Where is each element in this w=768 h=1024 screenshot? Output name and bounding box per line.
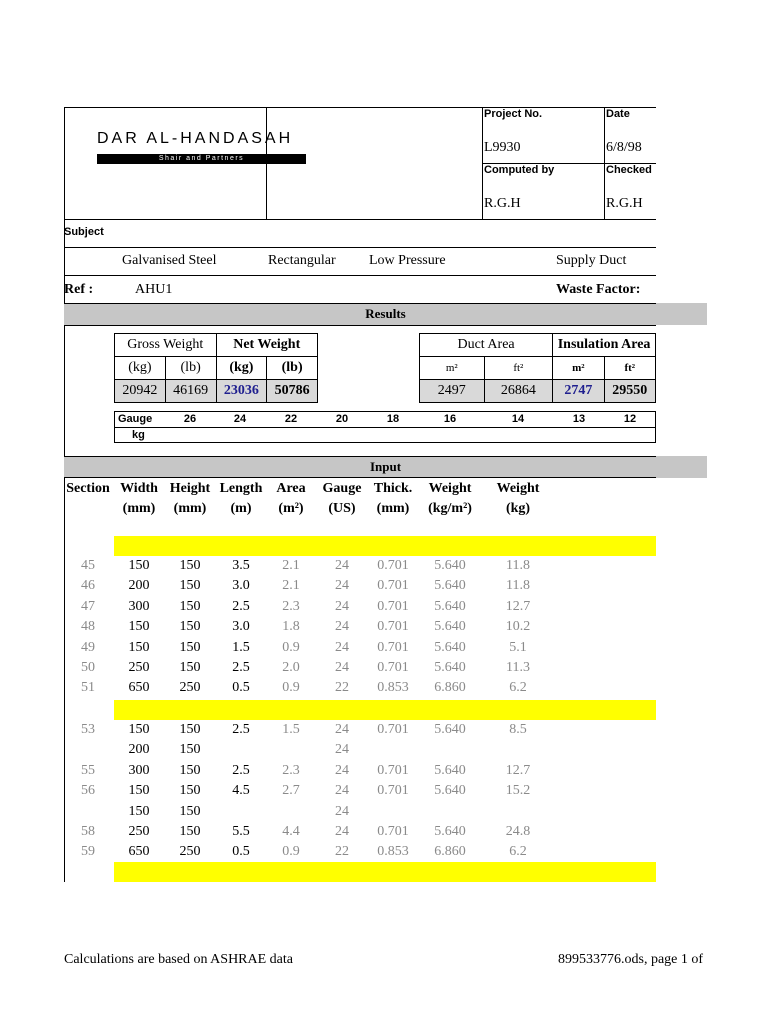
table-cell[interactable]: 0.853 [377,844,409,860]
project-no-label: Project No. [484,108,543,120]
gauge-value: 12 [623,413,637,425]
computed-by-value: R.G.H [484,196,521,211]
table-cell[interactable]: 150 [128,803,150,819]
table-cell[interactable]: 55 [81,762,95,778]
column-header-l1: Area [276,481,306,496]
table-cell[interactable]: 2.5 [232,598,250,614]
insulation-area-header: Insulation Area [553,334,656,357]
gauge-value: 14 [511,413,525,425]
table-cell[interactable]: 150 [179,803,201,819]
company-logo: DAR AL-HANDASAH [97,130,294,147]
shape-text: Rectangular [268,253,336,268]
table-cell[interactable]: 200 [128,578,150,594]
date-label: Date [606,108,630,120]
table-cell[interactable]: 22 [335,844,349,860]
table-cell[interactable]: 45 [81,558,95,573]
waste-factor-label: Waste Factor: [556,282,641,297]
gauge-value: 20 [335,413,349,425]
table-cell[interactable]: 5.640 [434,598,466,614]
table-cell[interactable]: 150 [179,598,201,614]
table-cell[interactable]: 150 [179,660,201,675]
table-cell[interactable]: 0.701 [377,558,409,573]
table-cell[interactable]: 53 [81,722,95,737]
subject-border [64,247,656,248]
table-cell[interactable]: 24 [335,598,349,614]
column-header-l1: Weight [428,481,472,496]
table-cell[interactable]: 5.640 [434,762,466,778]
table-cell[interactable]: 6.860 [434,844,466,860]
table-cell[interactable]: 24 [335,578,349,594]
table-cell[interactable]: 46 [81,578,95,594]
table-cell[interactable]: 150 [179,578,201,594]
table-row [64,576,664,596]
gauge-value: 22 [284,413,298,425]
table-cell[interactable]: 150 [179,558,201,573]
table-cell[interactable]: 150 [179,783,201,799]
results-band-border [64,303,656,304]
table-cell[interactable]: 5.1 [509,639,527,655]
table-cell[interactable]: 56 [81,783,95,799]
table-cell[interactable]: 5.640 [434,619,466,635]
table-cell[interactable]: 150 [128,783,150,799]
table-cell[interactable]: 650 [128,844,150,860]
gross-kg-unit: (kg) [115,357,166,380]
net-kg-value: 23036 [216,380,267,403]
table-cell[interactable]: 50 [81,660,95,675]
table-row [64,617,664,637]
table-cell[interactable]: 2.5 [232,660,250,675]
table-cell[interactable]: 0.9 [282,844,300,860]
gauge-table-divider [114,427,656,428]
ins-m2-value: 2747 [553,380,604,403]
input-band: Input [64,456,707,478]
table-cell[interactable]: 0.5 [232,844,250,860]
table-cell[interactable]: 0.701 [377,660,409,675]
table-cell[interactable]: 0.701 [377,619,409,635]
table-cell[interactable]: 58 [81,824,95,839]
table-cell[interactable]: 6.2 [509,680,527,696]
header-top-border [64,107,656,108]
project-no-value: L9930 [484,140,521,155]
table-cell[interactable]: 24 [335,824,349,839]
table-cell[interactable]: 0.701 [377,639,409,655]
gauge-value: 18 [386,413,400,425]
table-row [64,822,664,842]
ins-ft2-value: 29550 [604,380,655,403]
column-header-l2: (mm) [376,501,410,516]
footer-note: Calculations are based on ASHRAE data [64,952,294,967]
table-cell[interactable]: 10.2 [505,619,531,635]
table-cell[interactable]: 300 [128,762,150,778]
table-row [64,761,664,781]
table-row [64,781,664,801]
table-cell[interactable]: 5.640 [434,660,466,675]
subject-border [64,275,656,276]
table-row [64,740,664,760]
table-cell[interactable]: 24 [335,803,349,819]
duct-ft2-value: 26864 [484,380,553,403]
table-cell[interactable]: 24 [335,558,349,573]
gauge-value: 26 [183,413,197,425]
table-cell[interactable]: 24 [335,762,349,778]
table-cell[interactable]: 0.9 [282,639,300,655]
table-cell[interactable]: 0.853 [377,680,409,696]
column-header-l2: (kg) [505,501,531,516]
table-cell[interactable]: 5.640 [434,783,466,799]
column-header-l1: Height [169,481,211,496]
table-cell[interactable]: 0.5 [232,680,250,696]
gauge-value: 16 [443,413,457,425]
column-header-l2: (m²) [278,501,304,516]
table-cell[interactable]: 2.1 [282,558,300,573]
table-cell[interactable]: 2.0 [282,660,300,675]
table-cell[interactable]: 15.2 [505,783,531,799]
table-cell[interactable]: 0.9 [282,680,300,696]
table-cell[interactable]: 11.8 [506,578,530,594]
ins-m2-unit: m² [553,357,604,380]
table-cell[interactable]: 1.8 [282,619,300,635]
duct-m2-unit: m² [420,357,485,380]
table-cell[interactable]: 650 [128,680,150,696]
table-cell[interactable]: 3.0 [232,578,250,594]
duct-area-header: Duct Area [420,334,553,357]
duct-m2-value: 2497 [420,380,485,403]
gross-weight-header: Gross Weight [115,334,217,357]
table-row [64,658,664,678]
table-cell[interactable]: 5.5 [232,824,250,839]
ref-label: Ref : [64,282,94,297]
gauge-value: 13 [572,413,586,425]
table-cell[interactable]: 0.701 [377,783,409,799]
table-cell[interactable]: 24.8 [505,824,531,839]
footer-page-info: 899533776.ods, page 1 of [558,952,704,967]
table-row [64,597,664,617]
material-text: Galvanised Steel [122,253,217,268]
net-lb-value: 50786 [267,380,318,403]
gross-kg-value: 20942 [115,380,166,403]
column-header-l2: (mm) [173,501,207,516]
ref-value: AHU1 [135,282,173,297]
table-cell[interactable]: 4.5 [232,783,250,799]
computed-by-label: Computed by [484,164,555,176]
table-cell[interactable]: 24 [335,783,349,799]
table-cell[interactable]: 24 [335,660,349,675]
company-subtitle: Shair and Partners [97,154,306,164]
checked-value: R.G.H [606,196,643,211]
table-cell[interactable]: 12.7 [505,762,531,778]
column-header-l1: Section [66,481,110,496]
table-cell[interactable]: 150 [179,762,201,778]
table-cell[interactable]: 3.5 [232,558,250,573]
table-cell[interactable]: 5.640 [434,639,466,655]
table-cell[interactable]: 49 [81,639,95,655]
table-cell[interactable]: 300 [128,598,150,614]
ins-ft2-unit: ft² [604,357,655,380]
table-row [64,842,664,862]
table-cell[interactable]: 48 [81,619,95,635]
gross-lb-value: 46169 [165,380,216,403]
table-cell[interactable]: 11.8 [506,558,530,573]
table-cell[interactable]: 150 [179,742,201,758]
checked-label: Checked [606,164,652,176]
table-cell[interactable]: 200 [128,742,150,758]
table-row [64,802,664,822]
table-row [64,678,664,698]
table-cell[interactable]: 11.3 [506,660,530,675]
table-cell[interactable]: 22 [335,680,349,696]
table-cell[interactable]: 0.701 [377,578,409,594]
table-cell[interactable]: 150 [128,639,150,655]
area-results-table [419,333,656,403]
column-header-l1: Width [120,481,158,496]
column-header-l2: (kg/m²) [428,501,472,516]
column-header-l2: (US) [328,501,356,516]
column-header-l2: (mm) [122,501,156,516]
column-header-l1: Length [219,481,263,496]
table-cell[interactable]: 150 [179,639,201,655]
results-band: Results [64,303,707,325]
table-cell[interactable]: 24 [335,722,349,737]
table-cell[interactable]: 2.3 [282,598,300,614]
table-cell[interactable]: 2.1 [282,578,300,594]
duct-ft2-unit: ft² [484,357,553,380]
table-cell[interactable]: 24 [335,639,349,655]
table-row [64,720,664,740]
table-cell[interactable]: 47 [81,598,95,614]
weight-results-table [114,333,318,403]
table-cell[interactable]: 5.640 [434,824,466,839]
date-value: 6/8/98 [606,140,642,155]
table-cell[interactable]: 1.5 [282,722,300,737]
table-cell[interactable]: 24 [335,742,349,758]
input-band-border [64,477,656,478]
table-cell[interactable]: 3.0 [232,619,250,635]
table-cell[interactable]: 12.7 [505,598,531,614]
table-cell[interactable]: 250 [128,660,150,675]
column-header-l1: Gauge [322,481,362,496]
table-cell[interactable]: 6.2 [509,844,527,860]
input-band-border [64,456,656,457]
table-cell[interactable]: 150 [179,824,201,839]
highlight-row [114,862,656,882]
table-cell[interactable]: 0.701 [377,762,409,778]
table-cell[interactable]: 2.5 [232,722,250,737]
table-cell[interactable]: 0.701 [377,824,409,839]
column-header-l2: (m) [230,501,252,516]
table-cell[interactable]: 5.640 [434,722,466,737]
table-cell[interactable]: 150 [179,619,201,635]
table-cell[interactable]: 5.640 [434,558,466,573]
table-cell[interactable]: 2.5 [232,762,250,778]
net-kg-unit: (kg) [216,357,267,380]
column-header-l1: Weight [496,481,540,496]
table-row [64,556,664,576]
column-header-l1: Thick. [373,481,413,496]
gauge-label: Gauge [118,413,153,425]
pressure-text: Low Pressure [369,253,446,268]
highlight-row [114,536,656,556]
table-cell[interactable]: 6.860 [434,680,466,696]
table-cell[interactable]: 5.640 [434,578,466,594]
highlight-row [114,700,656,720]
table-cell[interactable]: 2.7 [282,783,300,799]
table-cell[interactable]: 150 [128,722,150,737]
table-cell[interactable]: 250 [179,844,201,860]
subject-label: Subject [64,226,104,238]
header-bottom-border [64,219,656,220]
table-cell[interactable]: 250 [128,824,150,839]
duct-type-text: Supply Duct [556,253,627,268]
gauge-value: 24 [233,413,247,425]
table-row [64,638,664,658]
table-cell[interactable]: 150 [128,558,150,573]
table-cell[interactable]: 4.4 [282,824,300,839]
gauge-kg-label: kg [132,429,145,441]
table-cell[interactable]: 150 [179,722,201,737]
table-cell[interactable]: 1.5 [232,639,250,655]
table-cell[interactable]: 250 [179,680,201,696]
table-cell[interactable]: 8.5 [509,722,527,737]
table-cell[interactable]: 51 [81,680,95,696]
table-cell[interactable]: 150 [128,619,150,635]
gross-lb-unit: (lb) [165,357,216,380]
results-band-border [64,325,656,326]
table-cell[interactable]: 0.701 [377,722,409,737]
net-lb-unit: (lb) [267,357,318,380]
table-cell[interactable]: 2.3 [282,762,300,778]
table-cell[interactable]: 24 [335,619,349,635]
net-weight-header: Net Weight [216,334,318,357]
table-cell[interactable]: 0.701 [377,598,409,614]
table-cell[interactable]: 59 [81,844,95,860]
